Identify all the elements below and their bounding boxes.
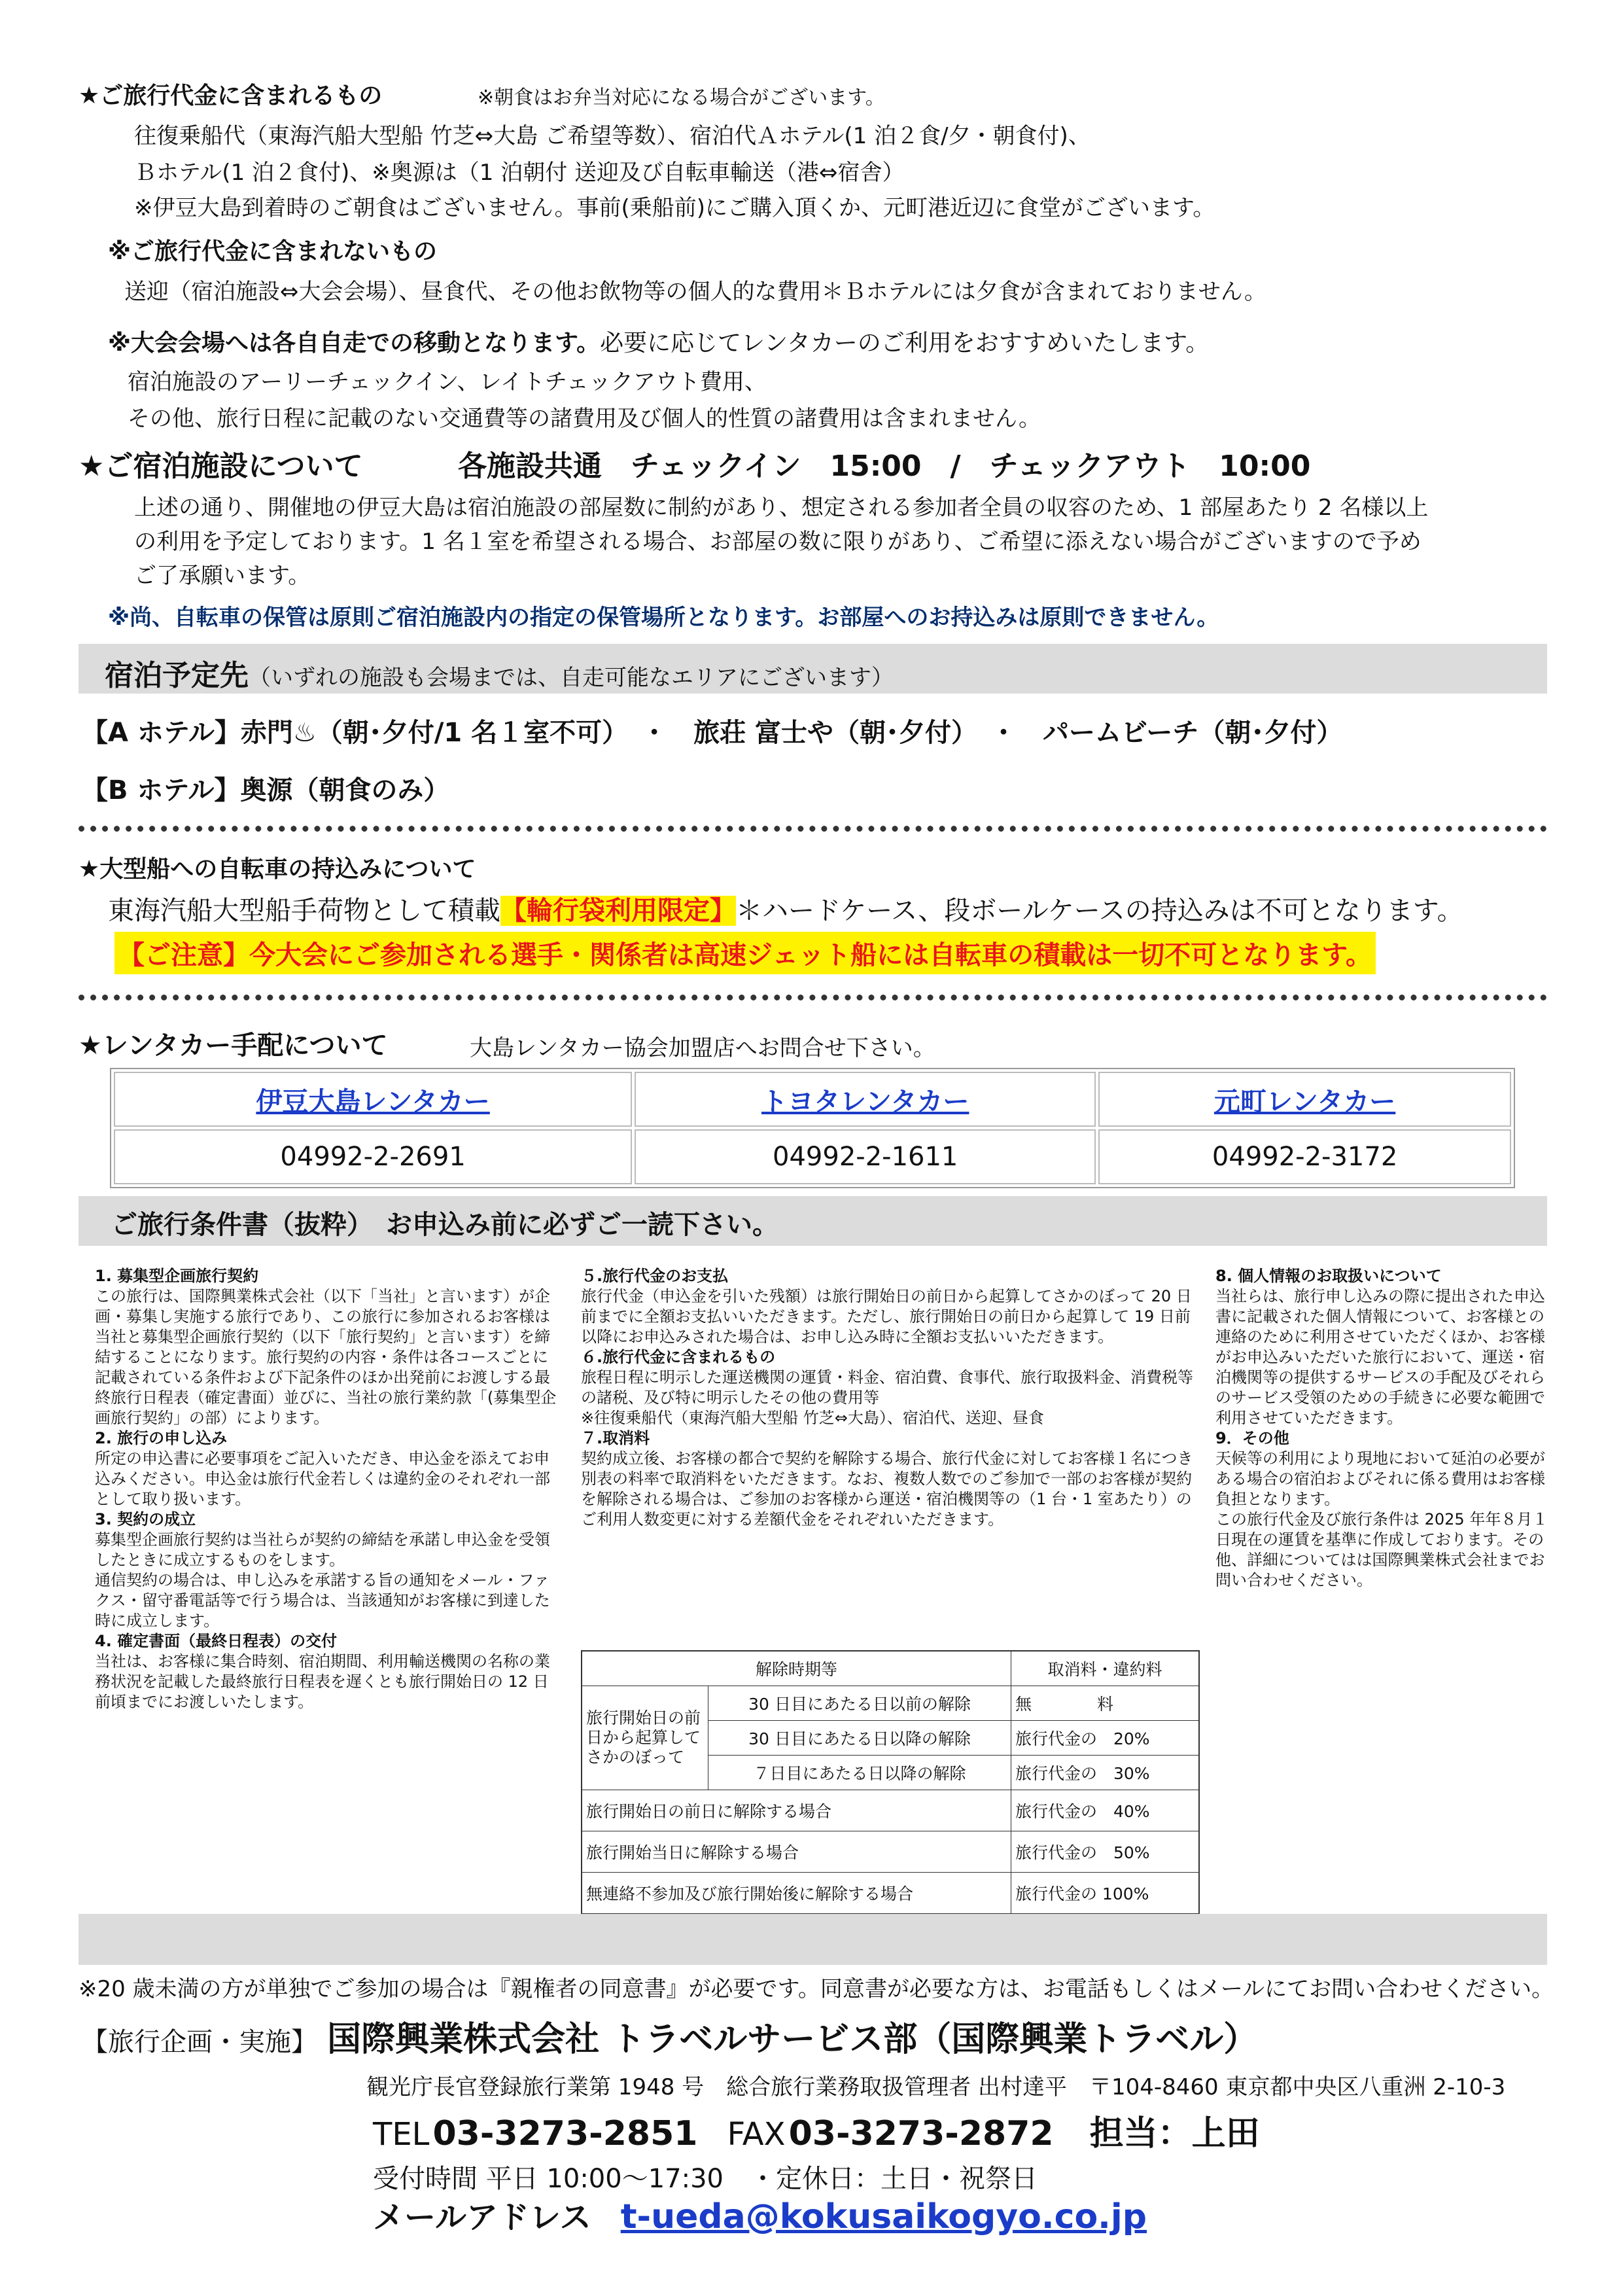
fax-number: 03-3273-2872	[788, 2114, 1054, 2153]
cancel-period: 旅行開始日の前日に解除する場合	[582, 1790, 1011, 1831]
included-note: ※朝食はお弁当対応になる場合がございます。	[478, 86, 885, 109]
cond-heading: 3. 契約の成立	[95, 1510, 196, 1528]
dotted-divider-1	[79, 826, 1547, 832]
tel-label: TEL	[373, 2116, 430, 2153]
cond-text: 募集型企画旅行契約は当社らが契約の締結を承諾し申込金を受領したときに成立するものをします。	[95, 1530, 550, 1569]
cond-heading: 4. 確定書面（最終日程表）の交付	[95, 1632, 338, 1650]
cond-heading: ５.旅行代金のお支払	[581, 1267, 729, 1285]
mail-label: メールアドレス	[373, 2199, 591, 2236]
cancel-fee-table	[581, 1650, 1200, 1915]
dotted-divider-2	[79, 995, 1547, 1000]
included-heading: ★ご旅行代金に含まれるもの	[79, 82, 383, 109]
cond-heading: 2. 旅行の申し込み	[95, 1429, 228, 1447]
bike-warning: 【ご注意】今大会にご参加される選手・関係者は高速ジェット船には自転車の積載は一切不可となります。	[114, 932, 1376, 974]
cond-heading: 1. 募集型企画旅行契約	[95, 1267, 259, 1285]
cancel-fee: 旅行代金の 20%	[1011, 1721, 1199, 1756]
lodging-line-3: ご了承願います。	[134, 563, 311, 589]
included-line-2: Ｂホテル(1 泊２食付)、※奥源は（1 泊朝付 送迎及び自転車輸送（港⇔宿舎）	[134, 160, 905, 186]
cancel-fee: 無 料	[1011, 1686, 1199, 1721]
cancel-period: 無連絡不参加及び旅行開始後に解除する場合	[582, 1873, 1011, 1915]
fax-label: FAX	[727, 2116, 786, 2153]
cond-text: 天候等の利用により現地において延泊の必要がある場合の宿泊およびそれに係る費用はお客様負担となります。	[1215, 1449, 1545, 1508]
planner-label: 【旅行企画・実施】	[82, 2027, 317, 2057]
cond-text: この旅行は、国際興業株式会社（以下「当社」と言います）が企画・募集し実施する旅行であり、この旅行に参加されるお客様は当社と募集型企画旅行契約（以下「旅行契約」と言います）を締結することになります。旅行契約の内容・条件は各コースごとに記載されている条件および下記条件のほか出発前にお渡しする最終旅行日程表（確定書面）並びに、当社の旅行業約款「(募集型企画旅行契約」の部）によります。	[95, 1287, 557, 1427]
lodging-heading: ★ご宿泊施設について	[79, 450, 363, 483]
tel-row	[373, 2106, 1260, 2155]
rental-name-3[interactable]: 元町レンタカー	[1213, 1086, 1396, 1117]
cond-heading: 9．その他	[1215, 1429, 1289, 1447]
cond-text: 契約成立後、お客様の都合で契約を解除する場合、旅行代金に対してお客様１名につき別表の料率で取消料をいただきます。なお、複数人数でのご参加で一部のお客様が契約を解除される場合は、ご参加のお客様から運送・宿泊機関等の（1 台・1 室あたり）のご利用人数変更に対する差額代金をそれぞれいただきます。	[581, 1449, 1193, 1528]
not-included-line: 送迎（宿泊施設⇔大会会場）、昼食代、その他お飲物等の個人的な費用＊Ｂホテルには夕食が含まれておりません。	[124, 279, 1266, 305]
cond-text: 旅程日程に明示した運送機関の運賃・料金、宿泊費、食事代、旅行取扱料金、消費税等の諸税、及び特に明示したその他の費用等	[581, 1368, 1193, 1407]
bike-heading: ★大型船への自転車の持込みについて	[79, 856, 476, 883]
bike-storage-note: ※尚、自転車の保管は原則ご宿泊施設内の指定の保管場所となります。お部屋へのお持込みは原則できません。	[108, 605, 1219, 631]
conditions-col-3	[1215, 1266, 1550, 1591]
rental-heading: ★レンタカー手配について	[79, 1031, 388, 1061]
venue-heading-row	[108, 325, 1209, 358]
b-hotels: 【B ホテル】奥源（朝食のみ）	[82, 775, 450, 805]
lodging-line-1: 上述の通り、開催地の伊豆大島は宿泊施設の部屋数に制約があり、想定される参加者全員の収容のため、1 部屋あたり 2 名様以上	[134, 495, 1429, 521]
conditions-title: ご旅行条件書（抜粋） お申込み前に必ずご一読下さい。	[111, 1210, 778, 1240]
bike-line-pre: 東海汽船大型船手荷物として積載	[108, 896, 500, 926]
rental-name-cell	[114, 1072, 632, 1127]
cancel-fee: 旅行代金の 40%	[1011, 1790, 1199, 1831]
cond-heading: ６.旅行代金に含まれるもの	[581, 1348, 776, 1366]
stay-title-row	[105, 652, 894, 694]
cancel-group-label: 旅行開始日の前日から起算してさかのぼって	[582, 1686, 708, 1790]
included-line-3: ※伊豆大島到着時のご朝食はございません。事前(乗船前)にご購入頂くか、元町港近辺に食堂がございます。	[134, 195, 1215, 221]
cancel-period: 旅行開始当日に解除する場合	[582, 1831, 1011, 1873]
cond-text: 当社らは、旅行申し込みの際に提出された申込書に記載された個人情報について、お客様との連絡のために利用させていただくほか、お客様がお申込みいただいた旅行において、運送・宿泊機関等の提供するサービスの手配及びそれらのサービス受領のための手続きに必要な範囲で利用させていただきます。	[1215, 1287, 1545, 1427]
cond-text: この旅行代金及び旅行条件は 2025 年年８月１日現在の運賃を基準に作成しております。その他、詳細についてはは国際興業株式会社までお問い合わせください。	[1215, 1510, 1548, 1589]
cond-heading: 8. 個人情報のお取扱いについて	[1215, 1267, 1442, 1285]
mail-address[interactable]: t-ueda@kokusaikogyo.co.jp	[620, 2197, 1147, 2236]
rental-name-2[interactable]: トヨタレンタカー	[761, 1086, 969, 1117]
cancel-period: ７日目にあたる日以降の解除	[708, 1756, 1011, 1790]
cond-text: ※往復乗船代（東海汽船大型船 竹芝⇔大島）、宿泊代、送迎、昼食	[581, 1409, 1044, 1427]
footer-bar	[79, 1914, 1547, 1965]
tel-number[interactable]: 03-3273-2851	[432, 2114, 698, 2153]
venue-heading-rest: 必要に応じてレンタカーのご利用をおすすめいたします。	[600, 330, 1210, 357]
cond-text: 当社は、お客様に集合時刻、宿泊期間、利用輸送機関の名称の業務状況を記載した最終旅行日程表を遅くとも旅行開始日の 12 日前頃までにお渡しいたします。	[95, 1652, 550, 1711]
stay-subtitle: （いずれの施設も会場までは、自走可能なエリアにございます）	[249, 665, 894, 691]
a-hotels: 【A ホテル】赤門♨（朝･夕付/1 名１室不可） ・ 旅荘 富士や（朝･夕付） ・ パームビーチ（朝･夕付）	[82, 718, 1343, 748]
bike-line-post: ＊ハードケース、段ボールケースの持込みは不可となります。	[736, 896, 1463, 926]
bike-line-highlight: 【輪行袋利用限定】	[500, 896, 736, 926]
cond-text: 旅行代金（申込金を引いた残額）は旅行開始日の前日から起算してさかのぼって 20 日前までに全額お支払いいただきます。ただし、旅行開始日の前日から起算して 19 日前以降にお申込みされた場合は、お申し込み時に全額お支払いいただきます。	[581, 1287, 1192, 1346]
rental-name-cell	[635, 1072, 1096, 1127]
cancel-fee: 旅行代金の 100%	[1011, 1873, 1199, 1915]
lodging-line-2: の利用を予定しております。1 名１室を希望される場合、お部屋の数に限りがあり、ご希望に添えない場合がございますので予め	[134, 529, 1422, 555]
rental-sub: 大島レンタカー協会加盟店へお問合せ下さい。	[470, 1035, 935, 1061]
cancel-fee: 旅行代金の 30%	[1011, 1756, 1199, 1790]
contact-person: 担当：上田	[1089, 2114, 1260, 2153]
cancel-period: 30 日目にあたる日以前の解除	[708, 1686, 1011, 1721]
conditions-col-2	[581, 1266, 1200, 1530]
venue-line-2: その他、旅行日程に記載のない交通費等の諸費用及び個人的性質の諸費用は含まれません。	[128, 406, 1041, 432]
conditions-col-1	[95, 1266, 561, 1712]
cond-text: 通信契約の場合は、申し込みを承諾する旨の通知をメール・ファクス・留守番電話等で行う場合は、当該通知がお客様に到達した時に成立します。	[95, 1571, 550, 1630]
rental-phone-2: 04992-2-1611	[635, 1129, 1096, 1184]
venue-heading: ※大会会場へは各自自走での移動となります。	[108, 330, 601, 357]
planner-row	[82, 2011, 1257, 2060]
included-line-1: 往復乗船代（東海汽船大型船 竹芝⇔大島 ご希望等数）、宿泊代Ａホテル(1 泊２食/夕・朝食付)、	[134, 123, 1091, 149]
not-included-heading: ※ご旅行代金に含まれないもの	[108, 238, 437, 265]
rental-phone-1: 04992-2-2691	[114, 1129, 632, 1184]
lodging-checkin: 各施設共通 チェックイン 15:00 / チェックアウト 10:00	[458, 450, 1311, 483]
office-hours: 受付時間 平日 10:00～17:30 ・定休日：土日・祝祭日	[373, 2164, 1038, 2194]
rental-phone-3: 04992-2-3172	[1098, 1129, 1511, 1184]
cond-text: 所定の申込書に必要事項をご記入いただき、申込金を添えてお申込みください。申込金は旅行代金若しくは違約金のそれぞれ一部として取り扱います。	[95, 1449, 550, 1508]
company-name: 国際興業株式会社 トラベルサービス部（国際興業トラベル）	[327, 2020, 1258, 2059]
stay-title: 宿泊予定先	[105, 659, 249, 692]
minor-note: ※20 歳未満の方が単独でご参加の場合は『親権者の同意書』が必要です。同意書が必要な方は、お電話もしくはメールにてお問い合わせください。	[79, 1976, 1554, 2002]
rental-name-cell	[1098, 1072, 1511, 1127]
bike-line	[108, 890, 1463, 927]
cond-heading: ７.取消料	[581, 1429, 650, 1447]
registration: 観光庁長官登録旅行業第 1948 号 総合旅行業務取扱管理者 出村達平 〒104-8460 東京都中央区八重洲 2-10-3	[366, 2074, 1506, 2100]
mail-row	[373, 2192, 1147, 2237]
cancel-head-period: 解除時期等	[582, 1651, 1011, 1686]
rental-table	[110, 1068, 1515, 1188]
venue-line-1: 宿泊施設のアーリーチェックイン、レイトチェックアウト費用、	[128, 369, 767, 395]
cancel-fee: 旅行代金の 50%	[1011, 1831, 1199, 1873]
cancel-period: 30 日目にあたる日以降の解除	[708, 1721, 1011, 1756]
cancel-head-fee: 取消料・違約料	[1011, 1651, 1199, 1686]
rental-name-1[interactable]: 伊豆大島レンタカー	[256, 1086, 490, 1117]
